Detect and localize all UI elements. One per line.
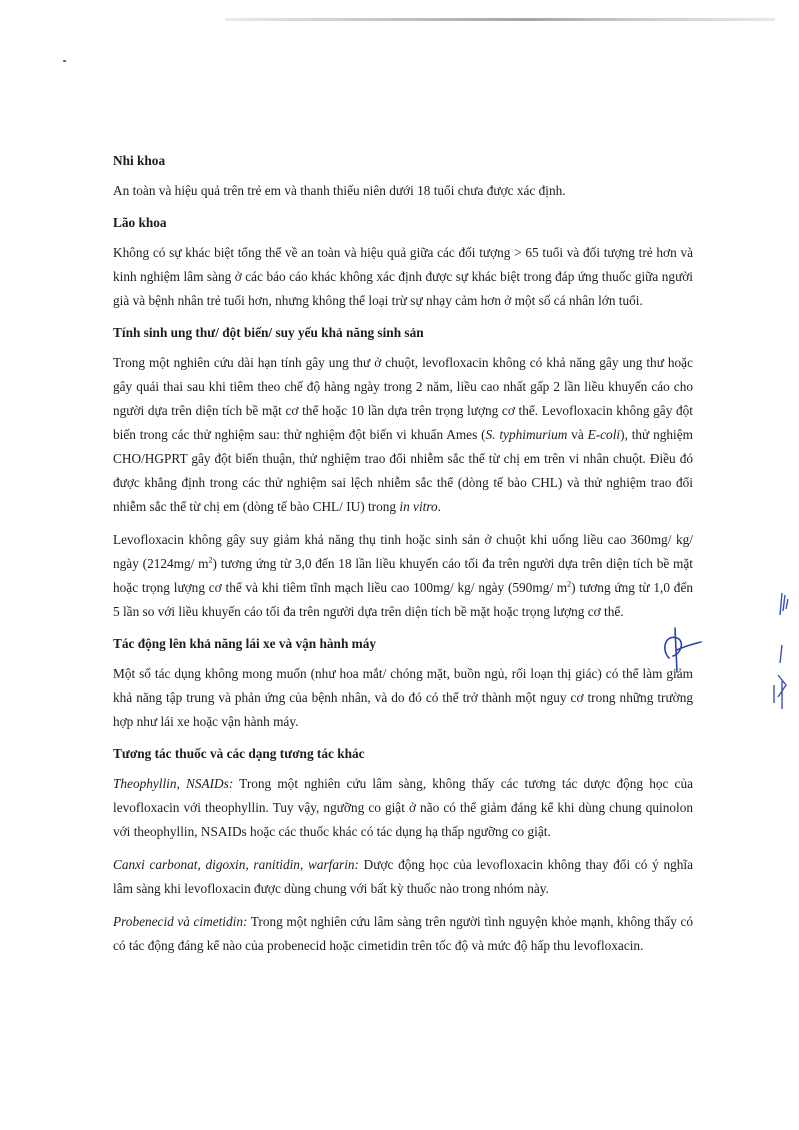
- section-pediatrics: [113, 150, 693, 203]
- section-driving: [113, 633, 693, 734]
- species-name: S. typhimurium: [485, 427, 568, 442]
- text-run: .: [437, 499, 441, 514]
- text-run: Trong một nghiên cứu lâm sàng trên người tình nguyện khỏe mạnh, không thấy có có tác động đáng kể nào của probenecid hoặc cimetidin trên tốc độ và mức độ hấp thu levofloxacin.: [113, 914, 693, 953]
- paragraph: [113, 853, 693, 901]
- section-heading: Tương tác thuốc và các dạng tương tác khác: [113, 746, 365, 761]
- text-run: Trong một nghiên cứu lâm sàng, không thấy các tương tác dược động học của levofloxacin với theophyllin. Tuy vậy, ngưỡng co giật ở não có thể giảm đáng kể khi dùng chung quinolon với theophyllin, NSAIDs hoặc các thuốc khác có tác dụng hạ thấp ngưỡng co giật.: [113, 776, 693, 839]
- superscript: 2: [208, 555, 213, 565]
- text-run: Levofloxacin không gây suy giảm khả năng thụ tinh hoặc sinh sản ở chuột khi uống liều cao 360mg/ kg/ ngày (2124mg/ m: [113, 532, 693, 571]
- section-heading: Nhi khoa: [113, 153, 166, 168]
- paragraph: Không có sự khác biệt tổng thể về an toàn và hiệu quả giữa các đối tượng > 65 tuổi và đối tượng trẻ hơn và kinh nghiệm lâm sàng ở các báo cáo khác không xác định được sự khác biệt trong đáp ứng thuốc giữa người già và bệnh nhân trẻ tuổi hơn, nhưng không thể loại trừ sự nhạy cảm hơn ở một số cá nhân lớn tuổi.: [113, 245, 693, 308]
- text-run: ) tương ứng từ 1,0 đến 5 lần so với liều khuyến cáo tối đa trên người dựa trên diện tích bề mặt hoặc trọng lượng cơ thể.: [113, 580, 693, 619]
- drug-lead: Theophyllin, NSAIDs:: [113, 776, 234, 791]
- paragraph: [113, 910, 693, 958]
- drug-lead: Probenecid và cimetidin:: [113, 914, 248, 929]
- text-run: ) tương ứng từ 3,0 đến 18 lần liều khuyến cáo tối đa trên người dựa trên diện tích bề mặt hoặc trọng lượng cơ thể và khi tiêm tĩnh mạch liều cao 100mg/ kg/ ngày (590mg/ m: [113, 556, 694, 595]
- scan-speck: [63, 60, 66, 62]
- superscript: 2: [567, 579, 572, 589]
- handwritten-signature: [655, 620, 705, 675]
- paragraph: An toàn và hiệu quả trên trẻ em và thanh thiếu niên dưới 18 tuổi chưa được xác định.: [113, 183, 566, 198]
- text-run: Trong một nghiên cứu dài hạn tính gây ung thư ở chuột, levofloxacin không có khả năng gây ung thư hoặc gây quái thai sau khi tiêm theo chế độ hàng ngày trong 2 năm, liều cao nhất gấp 2 lần liều khuyến cáo cho người dựa trên diện tích bề mặt cơ thể hoặc 10 lần dựa trên trọng lượng cơ thể. Levofloxacin không gây đột biến trong các thử nghiệm sau: thử nghiệm đột biến vi khuẩn Ames (: [113, 355, 693, 442]
- text-run: và: [567, 427, 588, 442]
- drug-lead: Canxi carbonat, digoxin, ranitidin, warfarin:: [113, 857, 359, 872]
- paragraph: Một số tác dụng không mong muốn (như hoa mắt/ chóng mặt, buồn ngủ, rối loạn thị giác) có thể làm giảm khả năng tập trung và phản ứng của bệnh nhân, và do đó có thể trở thành một nguy cơ trong những trường hợp như lái xe hoặc vận hành máy.: [113, 666, 693, 729]
- margin-handwritten-marks: [752, 585, 792, 725]
- latin-term: in vitro: [399, 499, 438, 514]
- species-name: E-coli: [587, 427, 621, 442]
- paragraph: [113, 528, 693, 624]
- paragraph: [113, 351, 693, 519]
- section-geriatrics: [113, 212, 693, 313]
- text-run: Dược động học của levofloxacin không thay đổi có ý nghĩa lâm sàng khi levofloxacin được dùng chung với bất kỳ thuốc nào trong nhóm này.: [113, 857, 693, 896]
- paragraph: [113, 772, 693, 844]
- scan-artifact-line: [225, 18, 775, 21]
- section-heading: Tác động lên khả năng lái xe và vận hành máy: [113, 636, 377, 651]
- section-heading: Tính sinh ung thư/ đột biến/ suy yếu khả năng sinh sản: [113, 325, 424, 340]
- document-page: [113, 150, 693, 967]
- text-run: ), thử nghiệm CHO/HGPRT gây đột biến thuận, thử nghiệm trao đổi nhiễm sắc thể từ chị em trên vi nhân chuột. Điều đó được khẳng định trong các thử nghiệm sai lệch nhiễm sắc thể (dòng tế bào CHL) và thử nghiệm trao đổi nhiễm sắc thể từ chị em (dòng tế bào CHL/ IU) trong: [113, 427, 693, 514]
- section-heading: Lão khoa: [113, 215, 167, 230]
- section-carcinogenesis: [113, 322, 693, 624]
- section-interactions: [113, 743, 693, 958]
